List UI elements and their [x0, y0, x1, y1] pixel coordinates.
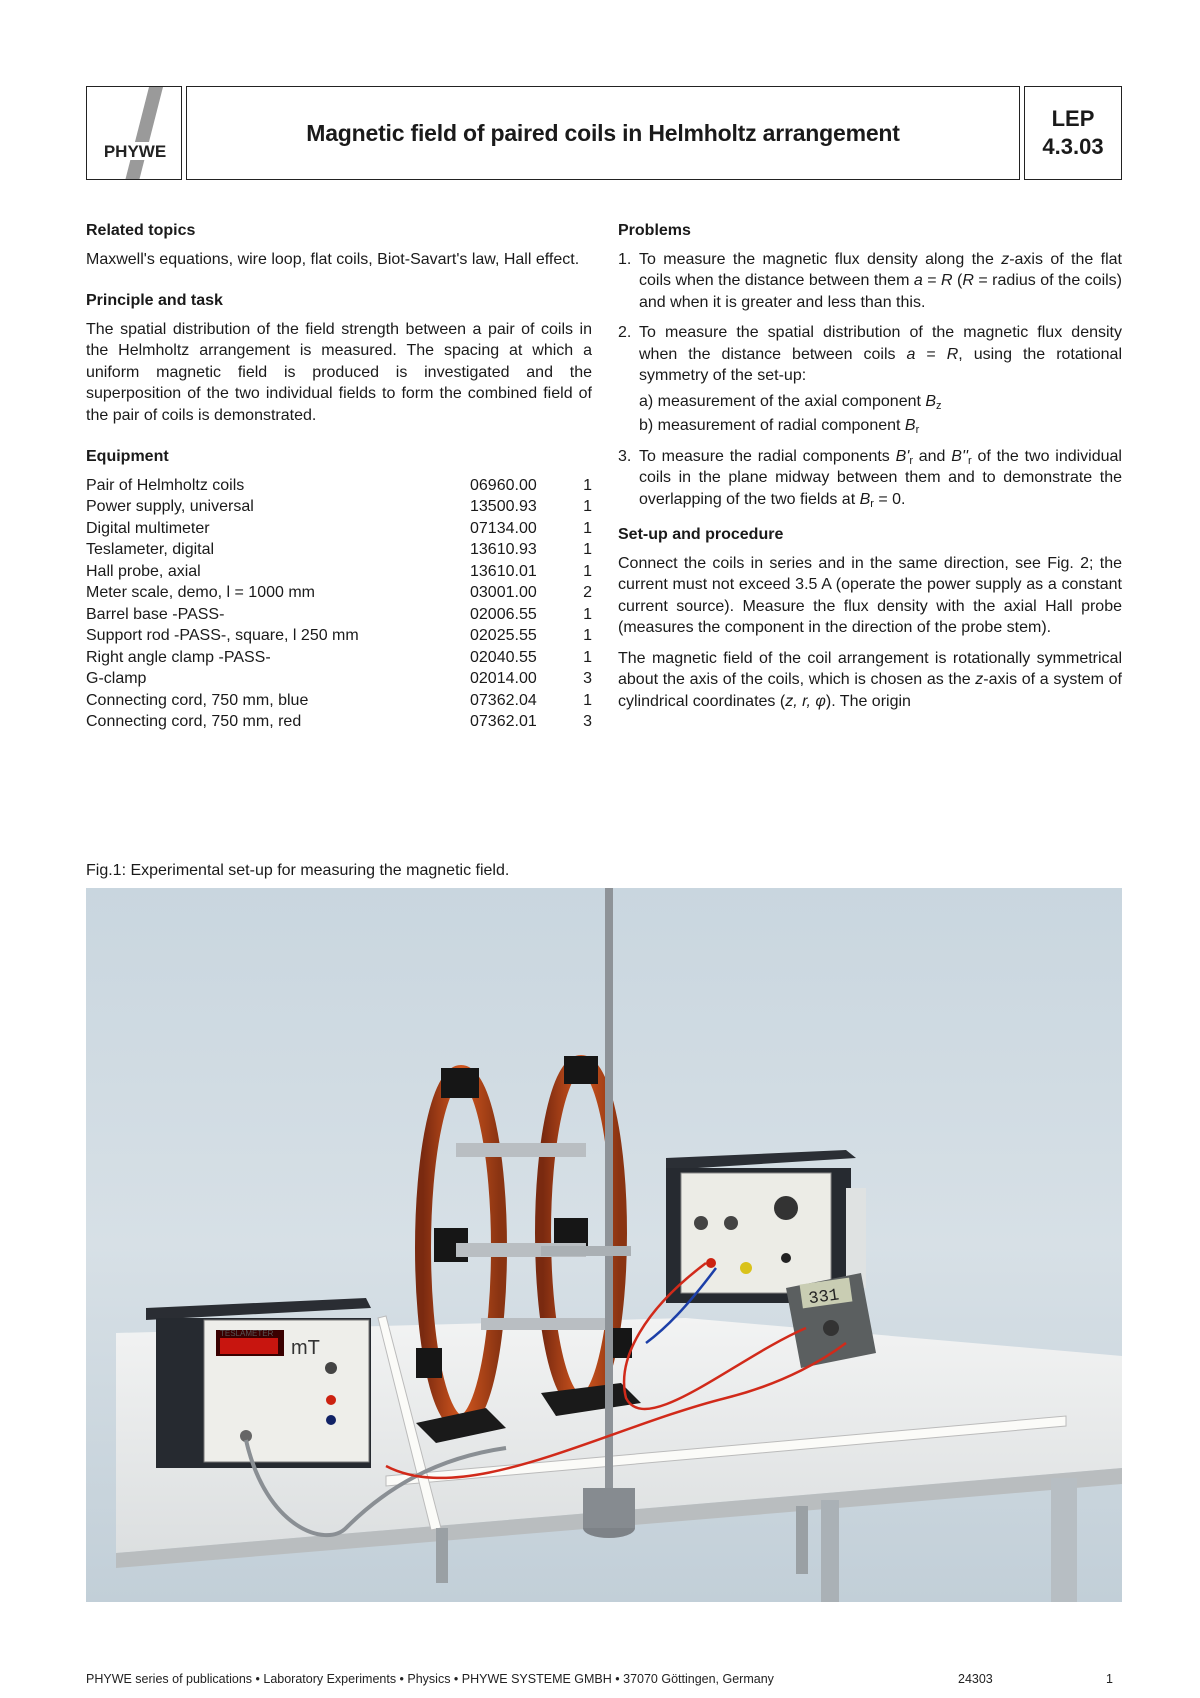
problem-text: = 0. — [873, 490, 906, 508]
svg-text:PHYWE: PHYWE — [103, 142, 167, 161]
problem-item-3 — [618, 446, 1122, 511]
equipment-number: 02014.00 — [470, 670, 537, 687]
equipment-name: Hall probe, axial — [86, 562, 201, 580]
left-column — [86, 220, 592, 753]
symbol-B-prime: B' — [895, 447, 910, 465]
equipment-qty: 3 — [583, 670, 592, 687]
hall-probe-holder — [541, 1246, 631, 1256]
symbol-B-double-prime: B'' — [951, 447, 969, 465]
paragraph-text: ). The origin — [825, 692, 911, 710]
barrel-base — [583, 1488, 635, 1528]
equipment-qty: 1 — [583, 498, 592, 515]
problem-item-1 — [618, 249, 1122, 314]
equipment-row — [86, 690, 592, 712]
support-rod — [605, 888, 613, 1528]
symbol-B: B — [904, 417, 916, 434]
page-title: Magnetic field of paired coils in Helmholtz arrangement — [306, 119, 900, 146]
coordinates: z, r, φ — [785, 692, 826, 710]
equipment-number: 06960.00 — [470, 476, 537, 494]
problem-text: = radius of the coils) and when it is greater and less than this. — [639, 272, 1123, 311]
symbol-z: z — [975, 671, 984, 688]
problem-text: To measure the radial components — [639, 447, 896, 465]
setup-heading: Set-up and procedure — [618, 526, 784, 543]
problem-number: 3. — [618, 447, 632, 465]
equipment-row — [86, 518, 592, 540]
symbol-B: B — [859, 490, 871, 508]
setup-section — [618, 524, 1122, 712]
right-column — [618, 220, 1122, 732]
equipment-number: 02006.55 — [470, 605, 537, 623]
problem-text: To measure the magnetic flux density along the — [639, 250, 1002, 268]
equipment-qty: 1 — [583, 627, 592, 644]
problem-text: and — [912, 447, 952, 465]
symbol-a: a — [906, 345, 916, 363]
equipment-row — [86, 668, 592, 690]
principle-text: The spatial distribution of the field strength between a pair of coils in the Helmholtz arrangement is measured. The spacing at which a uniform magnetic field is produced is investigated and the superposition of the two individual fields to form the combined field of the pair of coils is demonstrated. — [86, 320, 592, 424]
problem-2-subitems — [639, 391, 1122, 437]
g-clamp — [796, 1506, 808, 1574]
lep-box — [1024, 86, 1122, 180]
equipment-heading: Equipment — [86, 448, 169, 465]
problem-number: 2. — [618, 324, 632, 341]
equipment-number: 02040.55 — [470, 648, 537, 666]
equipment-row — [86, 496, 592, 518]
subscript: r — [915, 424, 920, 436]
equipment-name: Teslameter, digital — [86, 541, 215, 558]
equipment-row — [86, 561, 592, 583]
equipment-qty: 1 — [583, 562, 592, 580]
problem-text: ( — [952, 272, 963, 289]
equipment-row — [86, 604, 592, 626]
related-topics-heading: Related topics — [86, 222, 196, 239]
equipment-qty: 3 — [583, 713, 592, 730]
teslameter-unit: mT — [291, 1337, 320, 1359]
teslameter-label: TESLAMETER — [220, 1329, 274, 1338]
symbol-B: B — [925, 392, 937, 410]
lep-label: LEP — [1051, 106, 1095, 131]
equipment-name: G-clamp — [86, 670, 147, 687]
equals: = — [922, 272, 942, 289]
equipment-row — [86, 711, 592, 733]
principle-heading: Principle and task — [86, 292, 223, 309]
equipment-row — [86, 647, 592, 669]
problem-text: To measure the spatial distribution of the magnetic flux density when the distance between coils — [639, 324, 1122, 363]
symbol-R: R — [941, 272, 953, 289]
related-topics-text: Maxwell's equations, wire loop, flat coils, Biot-Savart's law, Hall effect. — [86, 250, 580, 268]
symbol-R: R — [946, 345, 959, 363]
equipment-name: Meter scale, demo, l = 1000 mm — [86, 584, 315, 601]
setup-paragraph-1: Connect the coils in series and in the same direction, see Fig. 2; the current must not exceed 3.5 A (operate the power supply as a constant current source). Measure the flux density with the axial Hall probe (measures the component in the direction of the probe stem). — [618, 554, 1122, 636]
problem-item-2 — [618, 322, 1122, 437]
lep-number: 4.3.03 — [1042, 134, 1104, 159]
equipment-number: 13610.93 — [470, 541, 537, 558]
g-clamp — [436, 1528, 448, 1583]
problem-text: , using the rotational symmetry of the set-up: — [639, 345, 1123, 384]
equipment-number: 13610.01 — [470, 562, 537, 580]
footer-publication: PHYWE series of publications • Laboratory Experiments • Physics • PHYWE SYSTEME GMBH • 37070 Göttingen, Germany — [86, 1672, 774, 1686]
symbol-z: z — [1001, 250, 1010, 268]
equipment-name: Right angle clamp -PASS- — [86, 648, 271, 666]
equipment-number: 07134.00 — [470, 519, 537, 537]
table-leg — [821, 1500, 839, 1602]
figure-caption: Fig.1: Experimental set-up for measuring the magnetic field. — [86, 862, 510, 879]
subitem-text: b) measurement of radial component — [639, 417, 905, 434]
setup-paragraph-2 — [618, 648, 1122, 713]
equipment-name: Power supply, universal — [86, 498, 254, 515]
equipment-row — [86, 475, 592, 497]
footer-code: 24303 — [958, 1672, 993, 1686]
experiment-photo — [86, 888, 1122, 1602]
equipment-name: Connecting cord, 750 mm, red — [86, 713, 302, 730]
equipment-section — [86, 446, 592, 733]
equipment-qty: 2 — [583, 584, 592, 601]
equipment-row — [86, 625, 592, 647]
problem-text: of the two individual coils in the plane midway between them and to demonstrate the overlapping of the two fields at — [639, 447, 1122, 508]
subscript: z — [936, 399, 942, 412]
subscript: r — [968, 454, 972, 467]
paragraph-text: The magnetic field of the coil arrangement is rotationally symmetrical about the axis of the coils, which is chosen as the — [618, 649, 1122, 688]
table-leg — [1051, 1478, 1077, 1602]
equipment-qty: 1 — [583, 541, 592, 558]
symbol-a: a — [913, 272, 923, 289]
equipment-qty: 1 — [583, 648, 592, 666]
teslameter — [146, 1298, 371, 1468]
equipment-number: 02025.55 — [470, 627, 537, 644]
equipment-qty: 1 — [583, 691, 592, 709]
equipment-name: Connecting cord, 750 mm, blue — [86, 691, 309, 709]
symbol-R: R — [962, 272, 974, 289]
problems-section — [618, 220, 1122, 510]
experiment-illustration — [86, 888, 1122, 1602]
equipment-qty: 1 — [583, 476, 592, 494]
subitem-text: a) measurement of the axial component — [639, 392, 926, 410]
phywe-logo — [86, 86, 182, 180]
equipment-number: 07362.04 — [470, 691, 537, 709]
principle-section — [86, 290, 592, 426]
paragraph-text: -axis of a system of cylindrical coordinates ( — [618, 671, 1122, 710]
equipment-qty: 1 — [583, 605, 592, 623]
problem-text: -axis of the flat coils when the distance between them — [639, 250, 1123, 289]
equals: = — [915, 345, 947, 363]
subscript: r — [870, 497, 874, 510]
subitem-a — [639, 391, 1122, 413]
problems-list — [618, 249, 1122, 511]
equipment-row — [86, 539, 592, 561]
equipment-number: 03001.00 — [470, 584, 537, 601]
multimeter-reading: 331 — [807, 1286, 841, 1310]
equipment-row — [86, 582, 592, 604]
problem-number: 1. — [618, 250, 632, 268]
subscript: r — [909, 454, 913, 467]
equipment-name: Digital multimeter — [86, 519, 210, 537]
problems-heading: Problems — [618, 222, 691, 239]
equipment-name: Pair of Helmholtz coils — [86, 476, 245, 494]
title-box — [186, 86, 1020, 180]
equipment-number: 13500.93 — [470, 498, 537, 515]
equipment-qty: 1 — [583, 519, 592, 537]
equipment-name: Barrel base -PASS- — [86, 605, 225, 623]
equipment-name: Support rod -PASS-, square, l 250 mm — [86, 627, 359, 644]
page-number: 1 — [1106, 1672, 1113, 1686]
phywe-logo-mark — [87, 87, 182, 180]
subitem-b — [639, 415, 1122, 437]
equipment-table — [86, 475, 592, 733]
equipment-number: 07362.01 — [470, 713, 537, 730]
related-topics-section — [86, 220, 592, 270]
